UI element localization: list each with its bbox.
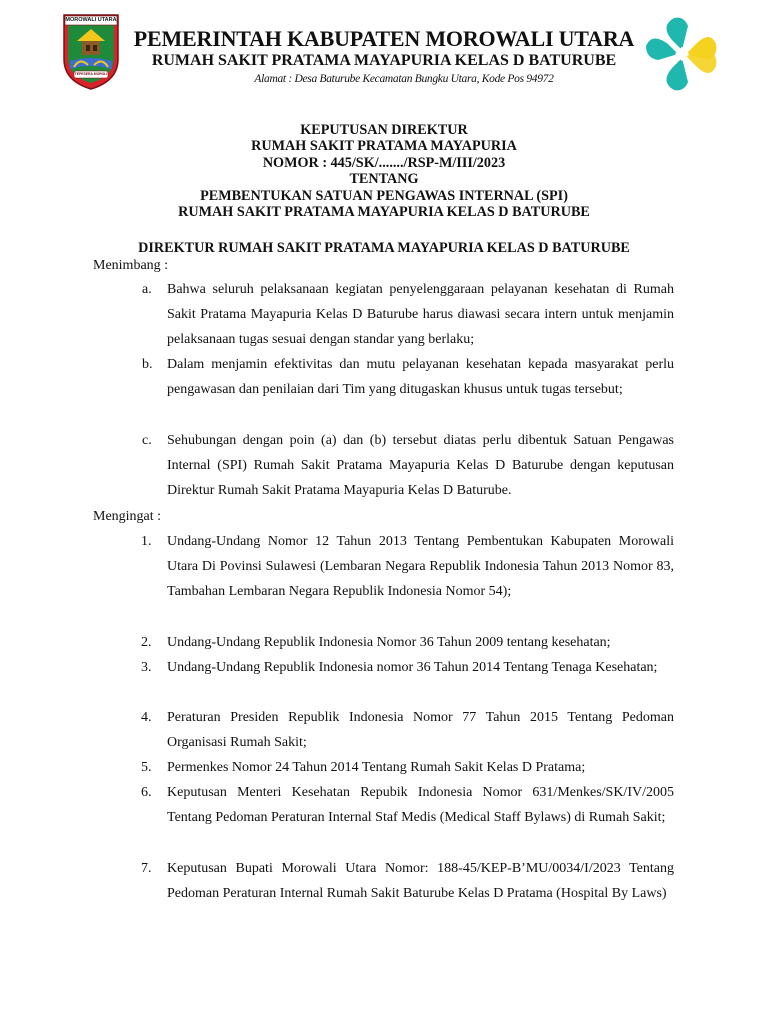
letterhead (0, 0, 768, 100)
address-line: Alamat : Desa Baturube Kecamatan Bungku Utara, Kode Pos 94972 (254, 73, 554, 85)
emblem-label: MOROWALI UTARA (65, 17, 117, 23)
title-number: NOMOR : 445/SK/......./RSP-M/III/2023 (262, 154, 506, 171)
item-text: Peraturan Presiden Republik Indonesia Nomor 77 Tahun 2015 Tentang Pedoman Organisasi Rumah Sakit; (167, 710, 674, 751)
item-text: Keputusan Bupati Morowali Utara Nomor: 188-45/KEP-B’MU/0034/I/2023 Tentang Pedoman Peraturan Internal Rumah Sakit Baturube Kelas D Pratama (Hospital By Laws) (167, 861, 674, 902)
menimbang-label: Menimbang : (93, 258, 169, 273)
emblem-motto: TEPESERA MOROLI (74, 72, 108, 76)
item-marker: a. (142, 282, 152, 297)
regency-crest-icon (60, 11, 122, 91)
kemenkes-logo-icon (645, 15, 719, 93)
item-marker: 5. (141, 760, 152, 775)
title-subject: PEMBENTUKAN SATUAN PENGAWAS INTERNAL (SPI) (200, 187, 568, 204)
item-marker: 6. (141, 785, 152, 800)
item-text: Keputusan Menteri Kesehatan Repubik Indonesia Nomor 631/Menkes/SK/IV/2005 Tentang Pedoman Peraturan Internal Staf Medis (Medical Staff Bylaws) di Rumah Sakit; (167, 785, 674, 826)
decree-title (92, 122, 676, 220)
title-decree: KEPUTUSAN DIREKTUR (300, 122, 468, 138)
item-text: Bahwa seluruh pelaksanaan kegiatan penyelenggaraan pelayanan kesehatan di Rumah Sakit Pratama Mayapuria Kelas D Baturube harus diawasi secara intern untuk menjamin pelaksanaan tugas sesuai dengan standar yang berlaku; (167, 282, 674, 348)
item-marker: 3. (141, 660, 152, 675)
item-text: Undang-Undang Republik Indonesia nomor 36 Tahun 2014 Tentang Tenaga Kesehatan; (167, 660, 658, 675)
item-text: Permenkes Nomor 24 Tahun 2014 Tentang Rumah Sakit Kelas D Pratama; (167, 760, 586, 775)
item-marker: 7. (141, 861, 152, 876)
item-marker: 2. (141, 635, 152, 650)
item-marker: 1. (141, 534, 152, 549)
item-text: Undang-Undang Nomor 12 Tahun 2013 Tentang Pembentukan Kabupaten Morowali Utara Di Povinsi Sulawesi (Lembaran Negara Republik Indonesia Tahun 2013 Nomor 83, Tambahan Lembaran Negara Republik Indonesia Nomor 54); (167, 534, 674, 600)
title-hospital: RUMAH SAKIT PRATAMA MAYAPURIA (251, 138, 517, 155)
item-marker: 4. (141, 710, 152, 725)
item-marker: c. (142, 433, 152, 448)
government-name: PEMERINTAH KABUPATEN MOROWALI UTARA (133, 26, 635, 51)
item-text: Dalam menjamin efektivitas dan mutu pelayanan kesehatan kepada masyarakat perlu pengawasan dan penilaian dari Tim yang ditugaskan khusus untuk tugas tersebut; (167, 357, 674, 398)
mengingat-label: Mengingat : (93, 509, 162, 524)
hospital-name: RUMAH SAKIT PRATAMA MAYAPURIA KELAS D BATURUBE (151, 52, 617, 69)
item-text: Sehubungan dengan poin (a) dan (b) tersebut diatas perlu dibentuk Satuan Pengawas Internal (SPI) Rumah Sakit Pratama Mayapuria Kelas D Baturube dengan keputusan Direktur Rumah Sakit Pratama Mayapuria Kelas D Baturube. (167, 433, 674, 499)
item-marker: b. (142, 357, 153, 372)
director-heading: DIREKTUR RUMAH SAKIT PRATAMA MAYAPURIA KELAS D BATURUBE (138, 240, 630, 256)
title-subject-hospital: RUMAH SAKIT PRATAMA MAYAPURIA KELAS D BATURUBE (178, 204, 590, 221)
title-about: TENTANG (349, 171, 419, 188)
item-text: Undang-Undang Republik Indonesia Nomor 36 Tahun 2009 tentang kesehatan; (167, 635, 611, 650)
